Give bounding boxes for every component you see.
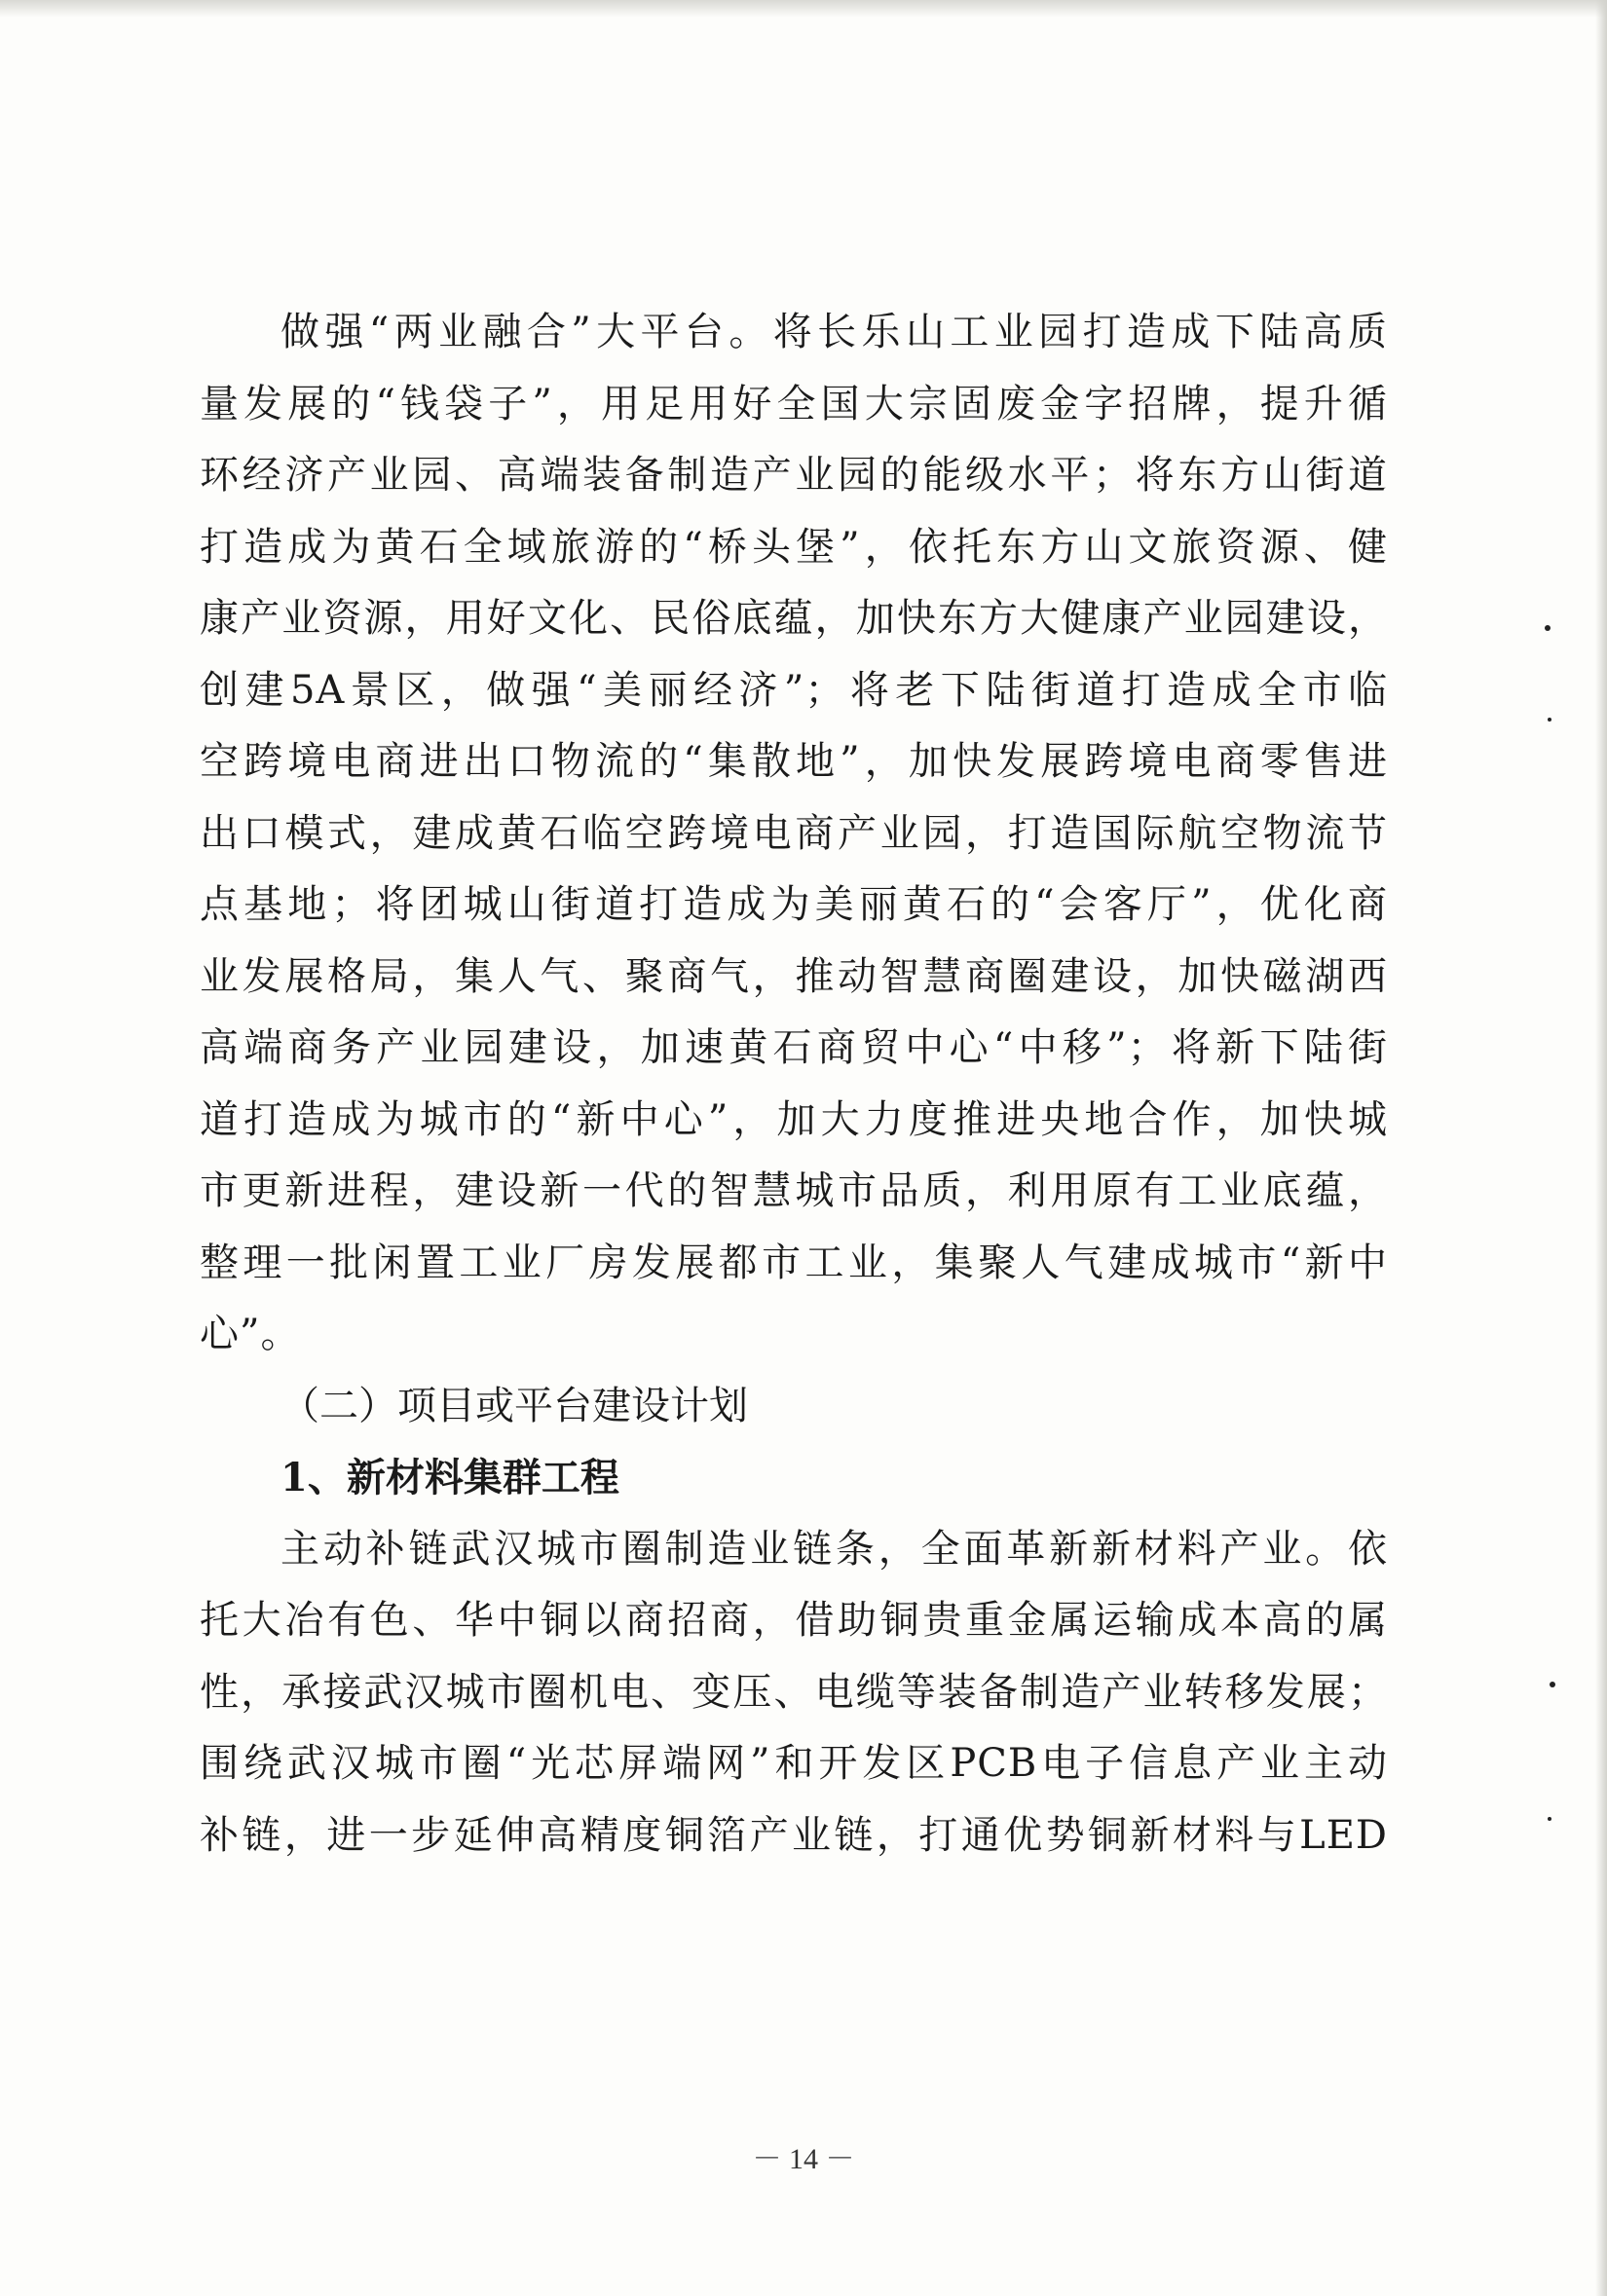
section-heading: （二）项目或平台建设计划 [280,1383,748,1428]
paragraph-line: 环经济产业园、高端装备制造产业园的能级水平；将东方山街道 [200,453,1388,498]
paragraph-line: 量发展的“钱袋子”，用足用好全国大宗固废金字招牌，提升循 [200,381,1388,426]
scan-speck [1548,1817,1551,1821]
document-body [200,297,1388,1871]
paragraph-line: 创建5A景区，做强“美丽经济”；将老下陆街道打造成全市临 [200,667,1388,713]
scan-speck [1550,1682,1555,1687]
scan-right-edge [1595,0,1607,2296]
paragraph-line: 点基地；将团城山街道打造成为美丽黄石的“会客厅”，优化商 [200,882,1388,927]
paragraph-line: 做强“两业融合”大平台。将长乐山工业园打造成下陆高质 [280,310,1388,354]
paragraph-line: 道打造成为城市的“新中心”，加大力度推进央地合作，加快城 [200,1096,1388,1142]
paragraph-line: 高端商务产业园建设，加速黄石商贸中心“中移”；将新下陆街 [200,1025,1388,1070]
paragraph-line: 心”。 [200,1312,301,1356]
paragraph-line: 康产业资源，用好文化、民俗底蕴，加快东方大健康产业园建设， [200,596,1388,641]
scan-speck [1545,625,1551,631]
paragraph-line: 市更新进程，建设新一代的智慧城市品质，利用原有工业底蕴， [200,1168,1388,1213]
paragraph-2 [200,1514,1388,1872]
subsection-heading: 1、新材料集群工程 [280,1455,619,1500]
paragraph-1 [200,297,1388,1371]
paragraph-line: 围绕武汉城市圈“光芯屏端网”和开发区PCB电子信息产业主动 [200,1741,1388,1786]
paragraph-line: 补链，进一步延伸高精度铜箔产业链，打通优势铜新材料与LED [200,1812,1388,1858]
paragraph-line: 业发展格局，集人气、聚商气，推动智慧商圈建设，加快磁湖西 [200,953,1388,999]
paragraph-line: 出口模式，建成黄石临空跨境电商产业园，打造国际航空物流节 [200,810,1388,856]
page-number: － 14 － [752,2143,855,2175]
paragraph-line: 整理一批闲置工业厂房发展都市工业，集聚人气建成城市“新中 [200,1240,1388,1285]
paragraph-line: 打造成为黄石全域旅游的“桥头堡”，依托东方山文旅资源、健 [200,524,1388,570]
paragraph-line: 性，承接武汉城市圈机电、变压、电缆等装备制造产业转移发展； [200,1669,1388,1715]
scan-top-edge [0,0,1607,18]
paragraph-line: 主动补链武汉城市圈制造业链条，全面革新新材料产业。依 [280,1526,1388,1572]
paragraph-line: 托大冶有色、华中铜以商招商，借助铜贵重金属运输成本高的属 [200,1598,1388,1643]
paragraph-line: 空跨境电商进出口物流的“集散地”，加快发展跨境电商零售进 [200,739,1388,784]
scan-speck [1548,718,1551,722]
